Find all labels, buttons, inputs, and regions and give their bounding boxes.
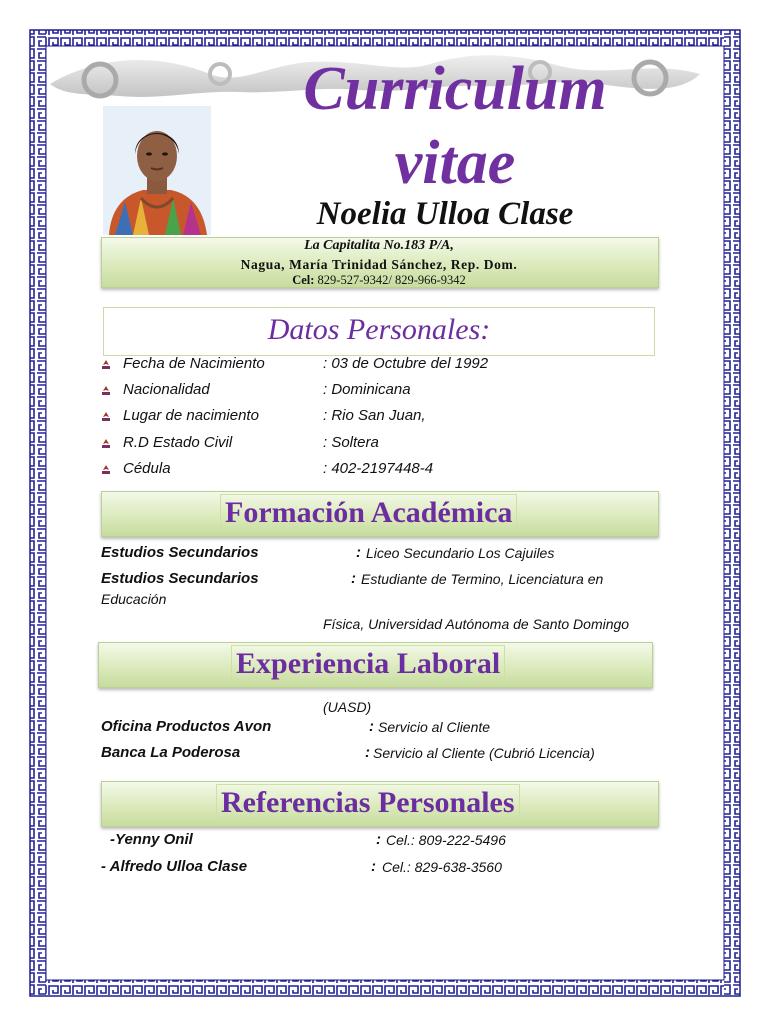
education-value: Estudiante de Termino, Licenciatura en	[361, 571, 604, 587]
profile-photo	[103, 106, 211, 235]
reference-value: Cel.: 829-638-3560	[382, 859, 502, 875]
reference-value: Cel.: 809-222-5496	[386, 832, 506, 848]
education-label: Estudios Secundarios	[101, 570, 259, 587]
personal-value: : 402-2197448-4	[323, 460, 434, 477]
bullet-icon	[101, 439, 111, 449]
title-line-1: Curriculum	[303, 55, 607, 123]
phone-label: Cel:	[292, 273, 315, 287]
phone-line	[101, 273, 657, 287]
references-title: Referencias Personales	[216, 784, 520, 822]
address-line-1: La Capitalita No.183 P/A,	[304, 238, 454, 253]
bullet-icon	[101, 360, 111, 370]
personal-data-title: Datos Personales:	[267, 313, 491, 346]
title-line-2: vitae	[394, 129, 516, 197]
personal-value: : Soltera	[323, 434, 379, 451]
education-title: Formación Académica	[220, 494, 517, 532]
reference-sep: :	[371, 858, 376, 875]
experience-band	[98, 642, 653, 688]
references-band	[101, 781, 659, 827]
education-sep: :	[351, 570, 356, 587]
personal-label: Nacionalidad	[123, 381, 210, 398]
person-name: Noelia Ulloa Clase	[316, 196, 574, 232]
education-value: Liceo Secundario Los Cajuiles	[366, 545, 555, 561]
reference-sep: :	[376, 831, 381, 848]
experience-label: Oficina Productos Avon	[101, 718, 272, 735]
reference-label: -Yenny Onil	[110, 831, 193, 848]
reference-label: - Alfredo Ulloa Clase	[101, 858, 248, 875]
education-wrap: Educación	[101, 591, 167, 607]
personal-label: Fecha de Nacimiento	[123, 355, 265, 372]
address-line-2: Nagua, María Trinidad Sánchez, Rep. Dom.	[240, 257, 518, 272]
experience-sep: :	[369, 718, 374, 735]
education-band	[101, 491, 659, 537]
personal-label: Lugar de nacimiento	[123, 407, 259, 424]
experience-sep: :	[365, 744, 370, 761]
education-label: Estudios Secundarios	[101, 544, 259, 561]
education-continuation: Física, Universidad Autónoma de Santo Domingo	[323, 616, 630, 632]
bullet-icon	[101, 465, 111, 475]
personal-label: Cédula	[123, 460, 171, 477]
bullet-icon	[101, 386, 111, 396]
experience-label: Banca La Poderosa	[101, 744, 241, 761]
personal-value: : Rio San Juan,	[323, 407, 426, 424]
personal-label: R.D Estado Civil	[123, 434, 233, 451]
phone-value: 829-527-9342/ 829-966-9342	[317, 273, 466, 287]
experience-value: Servicio al Cliente	[378, 719, 491, 735]
experience-note: (UASD)	[323, 699, 372, 715]
personal-data-header	[103, 307, 655, 356]
personal-value: : 03 de Octubre del 1992	[323, 355, 489, 372]
experience-title: Experiencia Laboral	[231, 645, 505, 683]
bullet-icon	[101, 412, 111, 422]
education-sep: :	[356, 544, 361, 561]
personal-value: : Dominicana	[323, 381, 411, 398]
experience-value: Servicio al Cliente (Cubrió Licencia)	[373, 745, 595, 761]
